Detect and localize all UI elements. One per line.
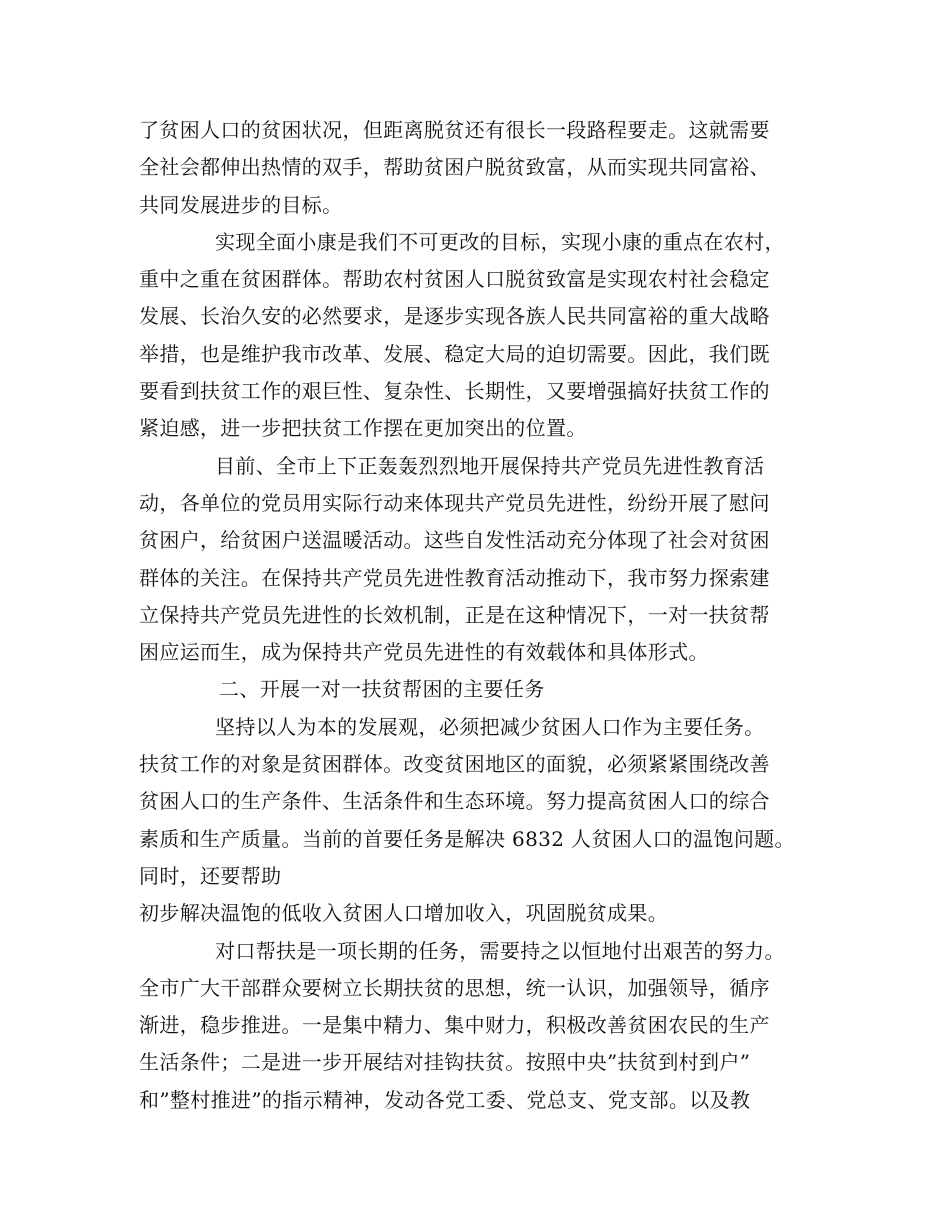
document-body <box>139 112 829 1119</box>
text-line: 困应运而生，成为保持共产党员先进性的有效载体和具体形式。 <box>139 640 709 665</box>
text-line: 了贫困人口的贫困状况，但距离脱贫还有很长一段路程要走。这就需要 <box>139 118 770 142</box>
paragraph-first-line: 坚持以人为本的发展观，必须把减少贫困人口作为主要任务。 <box>215 714 765 739</box>
text-line: 生活条件；二是进一步开展结对挂钩扶贫。按照中央”扶贫到村到户” <box>139 1050 751 1075</box>
text-line: 紧迫感，进一步把扶贫工作摆在更加突出的位置。 <box>139 416 587 441</box>
text-line: 重中之重在贫困群体。帮助农村贫困人口脱贫致富是实现农村社会稳定 <box>139 267 770 292</box>
text-line: 要看到扶贫工作的艰巨性、复杂性、长期性，又要增强搞好扶贫工作的 <box>139 379 770 404</box>
text-line: 动，各单位的党员用实际行动来体现共产党员先进性，纷纷开展了慰问 <box>139 490 770 515</box>
text-line: 发展、长治久安的必然要求，是逐步实现各族人民共同富裕的重大战略 <box>139 304 770 329</box>
text-line: 贫困户，给贫困户送温暖活动。这些自发性活动充分体现了社会对贫困 <box>139 528 770 553</box>
section-heading: 二、开展一对一扶贫帮困的主要任务 <box>219 677 545 702</box>
text-line: 全社会都伸出热情的双手，帮助贫困户脱贫致富，从而实现共同富裕、 <box>139 155 770 180</box>
text-line: 扶贫工作的对象是贫困群体。改变贫困地区的面貌，必须紧紧围绕改善 <box>139 752 770 777</box>
paragraph-first-line: 对口帮扶是一项长期的任务，需要持之以恒地付出艰苦的努力。 <box>215 938 785 963</box>
text-line: 和”整村推进”的指示精神，发动各党工委、党总支、党支部。以及教 <box>139 1087 751 1112</box>
text-line: 全市广大干部群众要树立长期扶贫的思想，统一认识，加强领导，循序 <box>139 975 770 1000</box>
text-line: 同时，还要帮助 <box>139 863 282 888</box>
text-line: 渐进，稳步推进。一是集中精力、集中财力，积极改善贫困农民的生产 <box>139 1013 770 1038</box>
paragraph-first-line: 目前、全市上下正轰轰烈烈地开展保持共产党员先进性教育活 <box>215 453 765 478</box>
text-line: 立保持共产党员先进性的长效机制，正是在这种情况下，一对一扶贫帮 <box>139 602 770 627</box>
text-line: 共同发展进步的目标。 <box>139 192 343 217</box>
text-line: 初步解决温饱的低收入贫困人口增加收入，巩固脱贫成果。 <box>139 901 669 926</box>
text-line: 贫困人口的生产条件、生活条件和生态环境。努力提高贫困人口的综合 <box>139 789 770 814</box>
text-line: 素质和生产质量。当前的首要任务是解决 6832 人贫困人口的温饱问题。 <box>139 826 795 851</box>
paragraph-first-line: 实现全面小康是我们不可更改的目标，实现小康的重点在农村， <box>215 229 785 254</box>
text-line: 群体的关注。在保持共产党员先进性教育活动推动下，我市努力探索建 <box>139 565 770 590</box>
text-line: 举措，也是维护我市改革、发展、稳定大局的迫切需要。因此，我们既 <box>139 341 770 366</box>
